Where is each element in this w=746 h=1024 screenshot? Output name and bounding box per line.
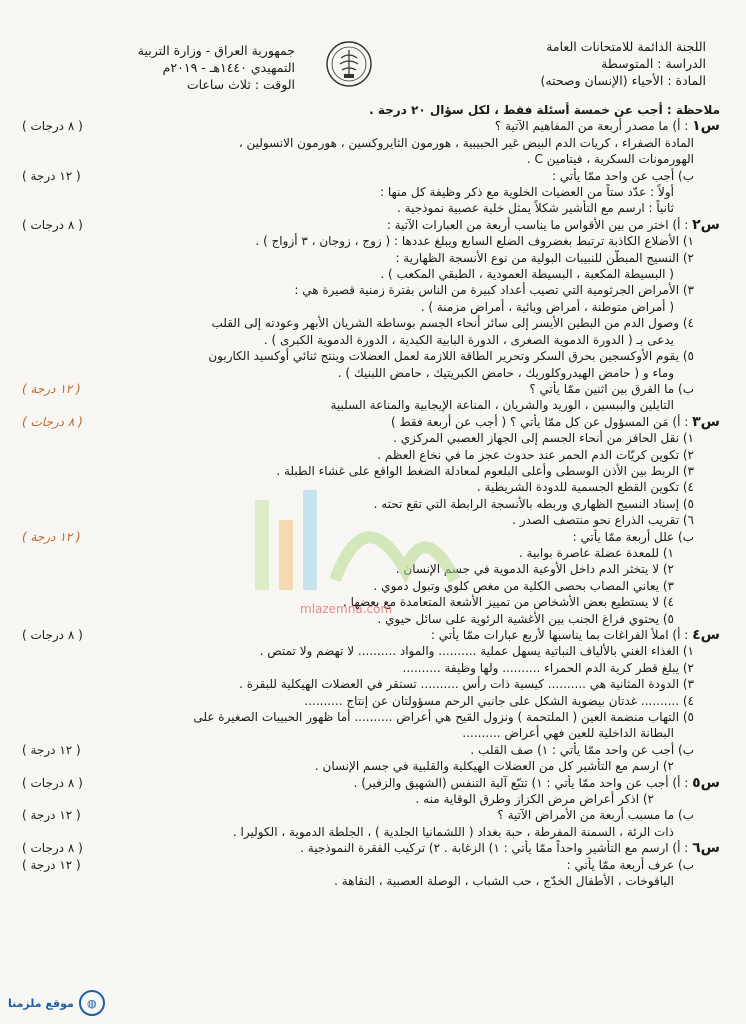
q4-b2: ٢) ارسم مع التأشير كل من العضلات الهيكلية والقلبية في جسم الإنسان . xyxy=(314,759,674,774)
q1-b-marks: ( ١٢ درجة ) xyxy=(22,168,81,183)
q4-item: ٢) يبلغ قطر كرية الدم الحمراء .......... ولها وظيفة .......... xyxy=(402,660,694,675)
q2-b-title: ب) ما الفرق بين اثنين ممّا يأتي ؟ ( ١٢ درجة ) xyxy=(22,381,694,396)
q3-a-title: س٣ : أ) مَن المسؤول عن كل ممّا يأتي ؟ ( أجب عن أربعة فقط ) ( ٨ درجات ) xyxy=(22,413,720,430)
q5-a2: ٢) اذكر أعراض مرض الكزاز وطرق الوقاية منه . xyxy=(415,792,654,807)
q1-a-marks: ( ٨ درجات ) xyxy=(22,119,83,134)
q1-b2: ثانياً : ارسم مع التأشير شكلاً يمثل خلية عصبية نموذجية . xyxy=(397,201,674,216)
q3-item: ٥) إسناد النسيج الظهاري وربطه بالأنسجة الرابطة التي تقع تحته . xyxy=(373,496,694,511)
q2-number: س٢ xyxy=(692,216,720,233)
q4-item: ٤) .......... غدتان بيضوية الشكل على جانبي الرحم مسؤولتان عن إنتاج .......... xyxy=(304,693,694,708)
q2-b-marks: ( ١٢ درجة ) xyxy=(22,381,81,396)
globe-icon: ◍ xyxy=(79,990,105,1016)
q3-b-item: ٥) يحتوي فراغ الجنب بين الأغشية الرئوية على سائل حيوي . xyxy=(377,611,674,626)
header-study: الدراسة : المتوسطة xyxy=(601,56,706,71)
q3-item: ٣) الربط بين الأذن الوسطى وأعلى البلعوم لمعادلة الضغط الواقع على غشاء الطبلة . xyxy=(276,463,694,478)
header-ministry: جمهورية العراق - وزارة التربية xyxy=(137,43,295,58)
q5-b-items: ذات الرئة ، السمنة المفرطة ، حبة بغداد ( اللشمانيا الجلدية ) ، الجلطة الدموية ، الكوليرا . xyxy=(232,824,674,839)
q4-a-marks: ( ٨ درجات ) xyxy=(22,628,83,642)
q4-item: ٣) الدودة المثانية هي .......... كيسية ذات رأس .......... تستقر في العضلات الهيكلية للبقرة . xyxy=(239,677,694,692)
header-subject: المادة : الأحياء (الإنسان وصحته) xyxy=(540,73,706,88)
q2-item-options: وماء و ( حامض الهيدروكلوريك ، حامض الكبريتيك ، حامض اللبنيك ) . xyxy=(337,365,674,380)
q1-b1: أولاً : عدّد ستاً من العضيات الخلوية مع ذكر وظيفة كل منها : xyxy=(380,185,674,200)
q2-item: ٢) النسيج المبطّن للنبيبات البولية من نوع الأنسجة الظهارية : xyxy=(395,250,694,265)
q4-number: س٤ xyxy=(692,627,720,643)
q1-a-items2: الهورمونات السكرية ، فيتامين C . xyxy=(526,152,694,167)
q3-b-item: ٢) لا يتخثر الدم داخل الأوعية الدموية في جسم الإنسان . xyxy=(395,562,674,577)
q3-a-marks: ( ٨ درجات ) xyxy=(22,414,83,429)
q2-a-marks: ( ٨ درجات ) xyxy=(22,217,83,232)
q3-item: ٦) تقريب الذراع نحو منتصف الصدر . xyxy=(512,513,694,528)
q2-b-items: التايلين والببسين ، الوريد والشريان ، المناعة الإيجابية والمناعة السلبية xyxy=(330,398,674,413)
header-year: التمهيدي ١٤٤٠هـ - ٢٠١٩م xyxy=(162,60,295,75)
q1-number: س١ xyxy=(692,118,720,135)
q3-item: ٢) تكوين كريّات الدم الحمر عند حدوث عجز ما في نخاع العظم . xyxy=(377,447,694,462)
q5-a-title: س٥ : أ) أجب عن واحد ممّا يأتي : ١) تتبّع آلية التنفس (الشهيق والزفير) . ( ٨ درجات ) xyxy=(22,774,720,791)
q6-b-title: ب) عرف أربعة ممّا يأتي : ( ١٢ درجة ) xyxy=(22,857,694,872)
watermark-logo-icon xyxy=(235,460,475,610)
q6-b-items: الياقوخات ، الأطفال الخدّج ، حب الشباب ، الوصلة العصبية ، النقاهة . xyxy=(334,874,674,889)
q2-item-options: ( أمراض متوطنة ، أمراض وبائية ، أمراض مزمنة ) . xyxy=(420,299,674,314)
q3-b-marks: ( ١٢ درجة ) xyxy=(22,529,81,544)
q6-a-marks: ( ٨ درجات ) xyxy=(22,841,83,856)
q4-item: ١) الغذاء الغني بالألياف النباتية يسهل عملية .......... والمواد .......... لا تهضم ولا تمتص . xyxy=(259,644,694,659)
footer-logo-text: موقع ملزمنا xyxy=(8,996,74,1010)
q1-b-title: ب) أجب عن واحد ممّا يأتي : ( ١٢ درجة ) xyxy=(22,168,694,183)
q2-item-options: ( البسيطة المكعبة ، البسيطة العمودية ، الطبقي المكعب ) . xyxy=(380,267,674,282)
q3-item: ١) نقل الحافز من أنحاء الجسم إلى الجهاز العصبي المركزي . xyxy=(393,431,694,446)
ministry-seal-icon xyxy=(325,40,373,88)
q3-b-title: ب) علل أربعة ممّا يأتي : ( ١٢ درجة ) xyxy=(22,529,694,544)
q4-b-title: ب) أجب عن واحد ممّا يأتي : ١) صف القلب . ( ١٢ درجة ) xyxy=(22,742,694,757)
q2-item: ٥) يقوم الأوكسجين بحرق السكر وتحرير الطاقة اللازمة لعمل العضلات وينتج ثنائي أوكسيد الكاربون xyxy=(208,349,694,364)
q6-a-title: س٦ : أ) ارسم مع التأشير واحداً ممّا يأتي : ١) الزغابة . ٢) تركيب الفقرة النموذجية . ( ٨ درجات ) xyxy=(22,840,720,857)
q2-item-options: يدعى بـ ( الدورة الدموية الصغرى ، الدورة البابية الكبدية ، الدورة الدموية الكبرى ) . xyxy=(263,332,674,347)
q3-number: س٣ xyxy=(692,413,720,430)
q3-b-item: ١) للمعدة عضلة عاصرة بوابية . xyxy=(518,545,674,560)
exam-note: ملاحظة : أجب عن خمسة أسئلة فقط ، لكل سؤال ٢٠ درجة . xyxy=(369,103,720,117)
footer-site-logo[interactable] xyxy=(8,990,105,1016)
q1-a-items: المادة الصفراء ، كريات الدم البيض غير الحبيبية ، هورمون الثايروكسين ، هورمون الانسولين ، xyxy=(238,135,694,150)
exam-header xyxy=(0,38,746,108)
q4-item: البطانة الداخلية للعين فهي أعراض .......... xyxy=(462,726,674,741)
q5-b-marks: ( ١٢ درجة ) xyxy=(22,808,81,823)
q2-item: ٣) الأمراض الجرثومية التي تصيب أعداد كبيرة من الناس بفترة زمنية قصيرة هي : xyxy=(294,283,694,298)
q5-number: س٥ xyxy=(692,774,720,791)
q6-number: س٦ xyxy=(692,840,720,857)
header-time: الوقت : ثلاث ساعات xyxy=(186,77,295,92)
q6-b-marks: ( ١٢ درجة ) xyxy=(22,857,81,872)
q5-a-marks: ( ٨ درجات ) xyxy=(22,775,83,790)
q3-b-item: ٤) لا يستطيع بعض الأشخاص من تمييز الأشعة المتعامدة مع بعضها . xyxy=(343,595,674,610)
watermark-url: mlazemna.com xyxy=(300,602,393,616)
q2-item: ١) الأضلاع الكاذبة ترتبط بغضروف الضلع السابع ويبلغ عددها : ( زوج ، زوجان ، ٣ أزواج ) . xyxy=(255,234,694,249)
header-ministry-block xyxy=(95,42,295,93)
header-committee-block xyxy=(466,38,706,89)
q5-b-title: ب) ما مسبب أربعة من الأمراض الآتية ؟ ( ١٢ درجة ) xyxy=(22,808,694,823)
header-committee: اللجنة الدائمة للامتحانات العامة xyxy=(546,39,706,54)
q4-b-marks: ( ١٢ درجة ) xyxy=(22,742,81,757)
q3-b-item: ٣) يعاني المصاب بحصى الكلية من مغص كلوي وتبول دموي . xyxy=(373,578,674,593)
q4-a-title: س٤ : أ) املأ الفراغات بما يناسبها لأربع عبارات ممّا يأتي : ( ٨ درجات ) xyxy=(22,627,720,643)
q4-item: ٥) التهاب منضمة العين ( الملتحمة ) ونزول القيح هي أعراض .......... أما ظهور الحبيبات الصغيرة على xyxy=(193,710,694,725)
q2-item: ٤) وصول الدم من البطين الأيسر إلى سائر أنحاء الجسم بوساطة الشريان الأبهر وعودته إلى القلب xyxy=(211,316,694,331)
q1-a-title: س١ : أ) ما مصدر أربعة من المفاهيم الآتية ؟ ( ٨ درجات ) xyxy=(22,118,720,135)
q2-a-title: س٢ : أ) اختر من بين الأقواس ما يناسب أربعة من العبارات الآتية : ( ٨ درجات ) xyxy=(22,216,720,233)
q3-item: ٤) تكوين القطع الجسمية للدودة الشريطية . xyxy=(476,480,694,495)
